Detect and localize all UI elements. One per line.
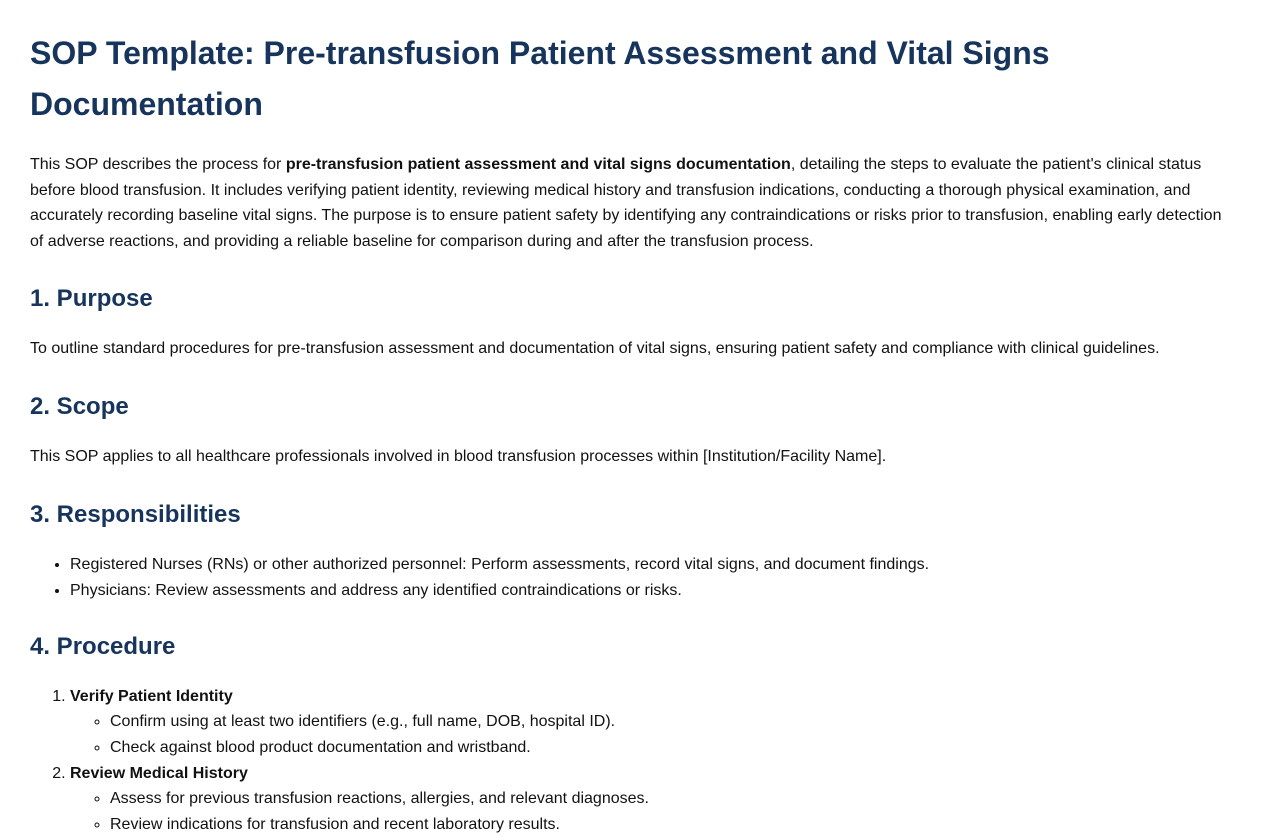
- purpose-text: To outline standard procedures for pre-transfusion assessment and documentation of vital signs, ensuring patient safety and compliance with clinical guidelines.: [30, 340, 1160, 358]
- list-item: ◦ Check against blood product documentation and wristband.: [110, 735, 1233, 761]
- responsibilities-list: [30, 552, 1233, 604]
- list-item: ◦ Confirm using at least two identifiers (e.g., full name, DOB, hospital ID).: [110, 709, 1233, 735]
- purpose-heading: 1. Purpose: [30, 285, 153, 313]
- list-item: ◦ Assess for previous transfusion reactions, allergies, and relevant diagnoses.: [110, 786, 1233, 812]
- scope-heading: 2. Scope: [30, 392, 129, 420]
- scope-text: This SOP applies to all healthcare professionals involved in blood transfusion processes within [Institution/Facility Name].: [30, 447, 887, 465]
- step-title: Review Medical History: [70, 764, 248, 782]
- intro-paragraph: [30, 152, 1233, 254]
- procedure-step: [70, 761, 1233, 838]
- step-title: Verify Patient Identity: [70, 687, 233, 705]
- list-item: • Registered Nurses (RNs) or other authorized personnel: Perform assessments, record vital signs, and document findings.: [70, 552, 1233, 578]
- responsibilities-heading: 3. Responsibilities: [30, 500, 241, 528]
- step-substeps: [70, 709, 1233, 761]
- intro-text-before: This SOP describes the process for: [30, 156, 286, 173]
- list-item: • Physicians: Review assessments and address any identified contraindications or risks.: [70, 578, 1233, 604]
- list-item: ◦ Review indications for transfusion and recent laboratory results.: [110, 812, 1233, 838]
- procedure-steps: [30, 684, 1233, 838]
- procedure-step: [70, 684, 1233, 761]
- intro-text-bold: pre-transfusion patient assessment and vital signs documentation: [285, 156, 791, 173]
- step-substeps: [70, 786, 1233, 838]
- page-title: SOP Template: Pre-transfusion Patient Assessment and Vital Signs Documentation: [30, 35, 1050, 122]
- procedure-heading: 4. Procedure: [30, 632, 176, 660]
- intro-text-after: , detailing the steps to evaluate the patient's clinical status before blood transfusion. It includes verifying patient identity, reviewing medical history and transfusion indications, conducting a thorough physical examination, and accurately recording baseline vital signs. The purpose is to ensure patient safety by identifying any contraindications or risks prior to transfusion, enabling early detection of adverse reactions, and providing a reliable baseline for comparison during and after the transfusion process.: [30, 156, 1222, 250]
